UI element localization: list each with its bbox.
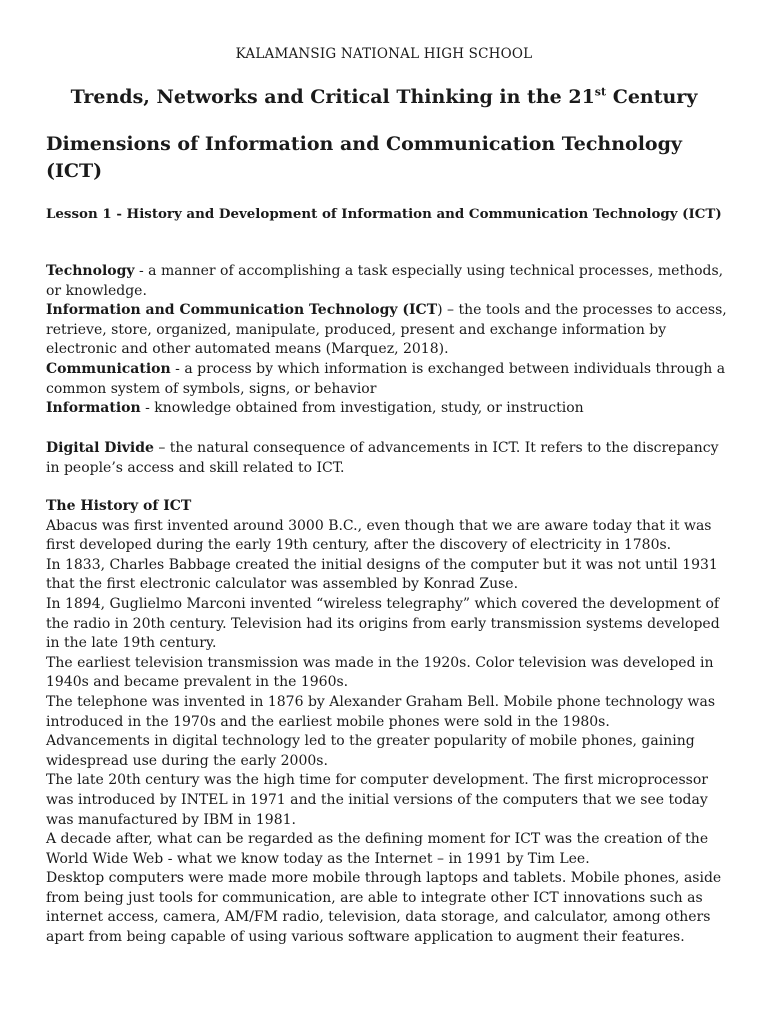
course-title-superscript: st bbox=[594, 85, 607, 99]
definition-term: Communication bbox=[46, 360, 171, 377]
history-paragraph: The earliest television transmission was made in the 1920s. Color television was developed in 1940s and became prevalent in the 1960s. bbox=[46, 654, 714, 691]
definition-term: Information and Communication Technology (ICT bbox=[46, 302, 438, 319]
definition-technology bbox=[46, 262, 736, 301]
definition-term: Technology bbox=[46, 263, 135, 279]
digital-divide-section bbox=[46, 439, 736, 478]
history-section bbox=[46, 497, 736, 948]
lesson-title: Lesson 1 - History and Development of Information and Communication Technology (ICT) bbox=[46, 206, 722, 222]
course-title-end: Century bbox=[606, 86, 698, 108]
dimensions-title: Dimensions of Information and Communication Technology (ICT) bbox=[46, 133, 682, 182]
history-paragraph: A decade after, what can be regarded as the defining moment for ICT was the creation of the World Wide Web - what we know today as the Internet – in 1991 by Tim Lee. bbox=[46, 831, 709, 867]
history-paragraph: Abacus was first invented around 3000 B.C., even though that we are aware today that it was first developed during the early 19th century, after the discovery of electricity in 1780s. bbox=[46, 517, 712, 554]
definitions-section bbox=[46, 262, 736, 419]
history-paragraph: Advancements in digital technology led to the greater popularity of mobile phones, gaining widespread use during the early 2000s. bbox=[46, 733, 695, 769]
definition-digital-divide bbox=[46, 439, 736, 478]
course-title bbox=[0, 86, 768, 108]
history-paragraph: In 1894, Guglielmo Marconi invented “wireless telegraphy” which covered the development of the radio in 20th century. Television had its origins from early transmission systems developed in the late 19th century. bbox=[46, 595, 720, 652]
definition-text: - a process by which information is exchanged between individuals through a common system of symbols, signs, or behavior bbox=[46, 360, 726, 397]
definition-information bbox=[46, 399, 736, 419]
history-heading: The History of ICT bbox=[46, 498, 192, 514]
definition-text: ) – the tools and the processes to access, retrieve, store, organized, manipulate, produced, present and exchange information by electronic and other automated means (Marquez, 2018). bbox=[46, 302, 727, 358]
history-paragraph: The telephone was invented in 1876 by Alexander Graham Bell. Mobile phone technology was introduced in the 1970s and the earliest mobile phones were sold in the 1980s. bbox=[46, 693, 716, 730]
definition-ict bbox=[46, 301, 736, 360]
definition-term: Information bbox=[46, 400, 141, 417]
definition-text: – the natural consequence of advancements in ICT. It refers to the discrepancy in people’s access and skill related to ICT. bbox=[46, 440, 719, 476]
course-title-main: Trends, Networks and Critical Thinking in the 21 bbox=[70, 86, 595, 108]
history-paragraph: In 1833, Charles Babbage created the initial designs of the computer but it was not until 1931 that the first electronic calculator was assembled by Konrad Zuse. bbox=[46, 556, 718, 593]
definition-text: - a manner of accomplishing a task especially using technical processes, methods, or knowledge. bbox=[46, 263, 724, 299]
definition-communication bbox=[46, 360, 736, 399]
history-paragraph: The late 20th century was the high time for computer development. The first microprocessor was introduced by INTEL in 1971 and the initial versions of the computers that we see today was manufactured by IBM in 1981. bbox=[46, 772, 708, 828]
definition-text: - knowledge obtained from investigation, study, or instruction bbox=[140, 400, 584, 417]
definition-term: Digital Divide bbox=[46, 440, 154, 456]
history-paragraph: Desktop computers were made more mobile through laptops and tablets. Mobile phones, aside from being just tools for communication, are able to integrate other ICT innovations such as internet access, camera, AM/FM radio, television, data storage, and calculator, among others apart from being capable of using various software application to augment their features. bbox=[46, 870, 722, 946]
school-name: KALAMANSIG NATIONAL HIGH SCHOOL bbox=[235, 46, 533, 62]
